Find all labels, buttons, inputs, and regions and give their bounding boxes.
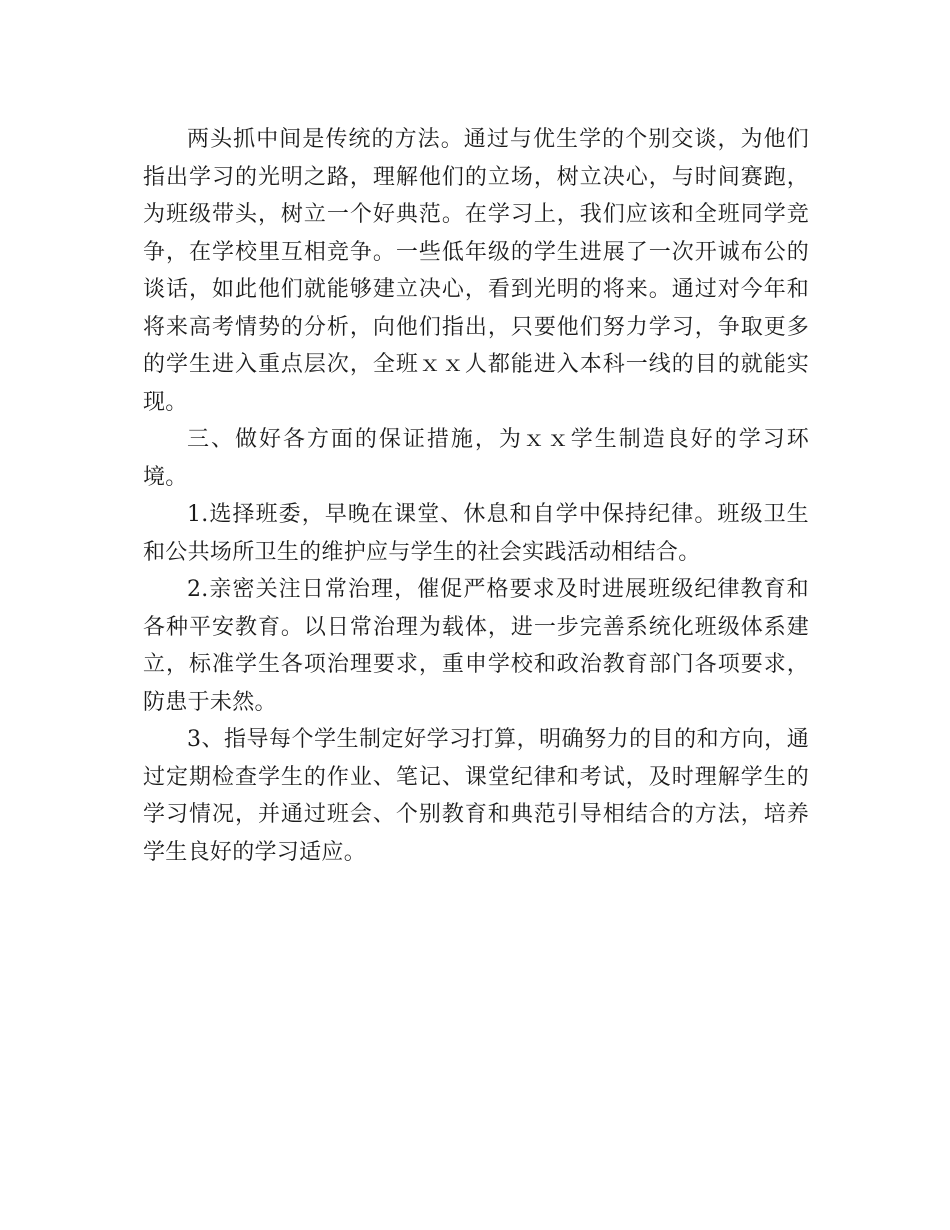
document-body xyxy=(143,121,809,871)
paragraph-study-guidance: 两头抓中间是传统的方法。通过与优生学的个别交谈，为他们指出学习的光明之路，理解他们的立场，树立决心，与时间赛跑，为班级带头，树立一个好典范。在学习上，我们应该和全班同学竞争，在学校里互相竞争。一些低年级的学生进展了一次开诚布公的谈话，如此他们就能够建立决心，看到光明的将来。通过对今年和将来高考情势的分析，向他们指出，只要他们努力学习，争取更多的学生进入重点层次，全班ｘｘ人都能进入本科一线的目的就能实现。 xyxy=(143,127,809,415)
paragraph-study-plan: 3、指导每个学生制定好学习打算，明确努力的目的和方向，通过定期检查学生的作业、笔记、课堂纪律和考试，及时理解学生的学习情况，并通过班会、个别教育和典范引导相结合的方法，培养学生良好的学习适应。 xyxy=(143,727,809,865)
section-heading-measures: 三、做好各方面的保证措施，为ｘｘ学生制造良好的学习环境。 xyxy=(143,427,809,490)
paragraph-daily-management: 2.亲密关注日常治理，催促严格要求及时进展班级纪律教育和各种平安教育。以日常治理为载体，进一步完善系统化班级体系建立，标准学生各项治理要求，重申学校和政治教育部门各项要求，防患于未然。 xyxy=(143,577,809,715)
paragraph-class-committee: 1.选择班委，早晚在课堂、休息和自学中保持纪律。班级卫生和公共场所卫生的维护应与学生的社会实践活动相结合。 xyxy=(143,502,809,565)
